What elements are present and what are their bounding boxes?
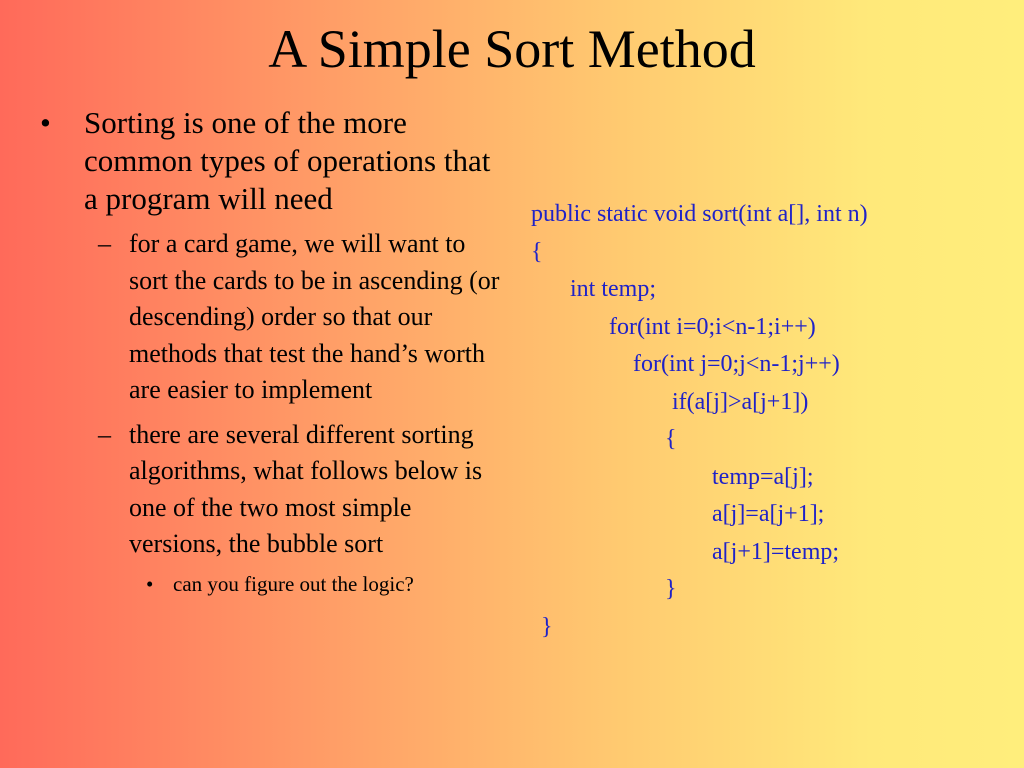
bullet-list: [40, 104, 510, 597]
code-line: for(int j=0;j<n-1;j++): [633, 351, 840, 377]
sub-bullet-text: there are several different sorting algorithms, what follows below is one of the two most simple versions, the bubble sort: [129, 419, 483, 558]
sub-sub-bullet-item: [40, 571, 510, 597]
dash-marker: –: [98, 419, 111, 449]
sub-sub-bullet-text: can you figure out the logic?: [173, 571, 414, 596]
bullet-marker: •: [146, 571, 154, 596]
sub-bullet-item: [40, 226, 510, 409]
code-line: public static void sort(int a[], int n): [531, 201, 868, 227]
sub-bullet-item: [40, 417, 510, 563]
code-block: [531, 196, 1011, 646]
code-line: }: [665, 576, 677, 602]
code-line: for(int i=0;i<n-1;i++): [609, 313, 816, 340]
dash-marker: –: [98, 229, 111, 258]
bullet-text: Sorting is one of the more common types of operations that a program will need: [84, 105, 491, 216]
sub-bullet-text: for a card game, we will want to sort the cards to be in ascending (or descending) order so that our methods that test the hand’s worth are easier to implement: [129, 229, 500, 404]
code-line: if(a[j]>a[j+1]): [672, 388, 809, 415]
code-line: int temp;: [570, 276, 656, 302]
bullet-marker: •: [40, 105, 51, 140]
code-line: a[j]=a[j+1];: [712, 501, 825, 527]
code-line: {: [665, 426, 677, 452]
code-line: {: [531, 238, 543, 265]
code-line: temp=a[j];: [712, 463, 814, 490]
code-line: a[j+1]=temp;: [712, 538, 840, 565]
code-line: }: [541, 613, 553, 640]
slide-title: A Simple Sort Method: [268, 19, 756, 79]
bullet-item: [40, 104, 510, 218]
